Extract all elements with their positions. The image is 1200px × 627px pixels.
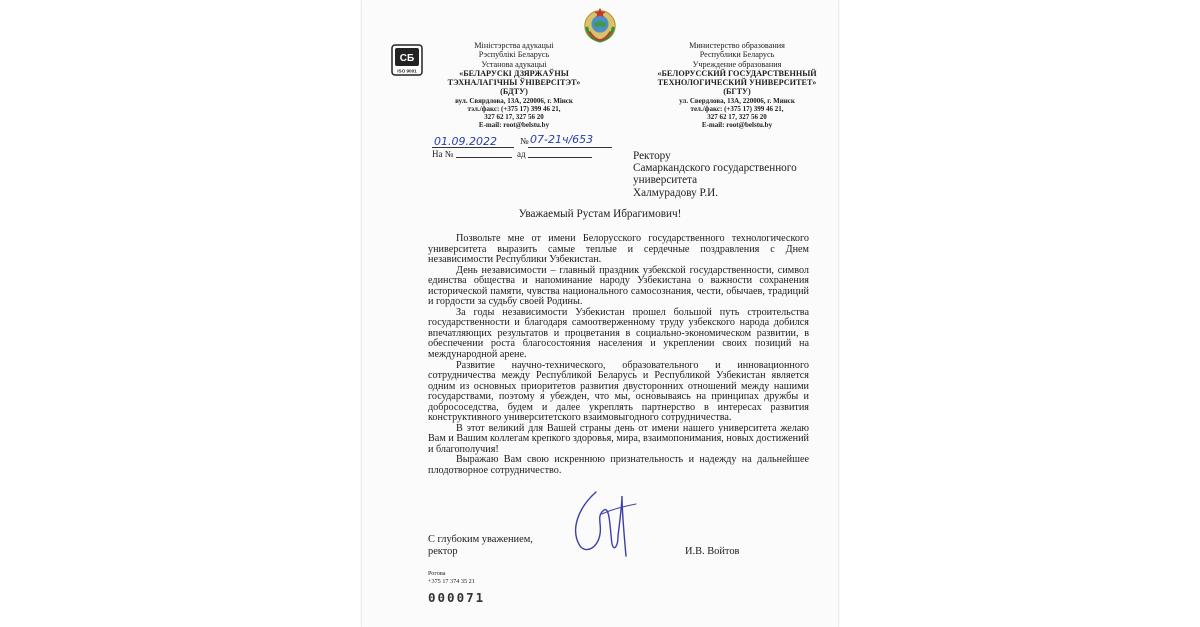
performer-phone: +375 17 374 35 21 <box>428 578 475 585</box>
address-line: ул. Свердлова, 13А, 220006, г. Минск <box>679 96 795 105</box>
body-paragraph: День независимости – главный праздник узбекской государственности, символ единства общества и напоминание народу Узбекистана о важности сохранения исторической памяти, чувства национального самосознания, чести, обычаев, традиций и гордости за судьбу своей Родины. <box>428 264 809 308</box>
svg-text:СБ: СБ <box>399 53 415 64</box>
addressee-line: университета <box>633 174 698 187</box>
number-underline <box>528 147 612 148</box>
reply-date-underline <box>528 157 592 158</box>
greeting: Уважаемый Рустам Ибрагимович! <box>518 208 682 220</box>
reply-to-label: На № <box>432 149 454 159</box>
republic-line: Республики Беларусь <box>699 50 775 60</box>
email-line: E-mail: root@belstu.by <box>701 121 773 130</box>
university-name-line: «БЕЛОРУССКИЙ ГОСУДАРСТВЕННЫЙ <box>657 68 817 78</box>
addressee <box>633 150 797 199</box>
header-russian <box>649 41 825 130</box>
body-paragraph: Развитие научно-технического, образовательного и инновационного сотрудничества между Республикой Беларусь и Республикой Узбекистан является одним из основных приоритетов развития двусторонних отношений между нашими государствами, поэтому я убежден, что мы, основываясь на принципах дружбы и добрососедства, будем и далее укреплять партнерство в интересах развития конструктивного университетского взаимовыгодного сотрудничества. <box>428 359 809 424</box>
phone-line: тел./факс: (+375 17) 399 46 21, <box>690 104 784 113</box>
institution-type-line: Учреждение образования <box>692 59 782 69</box>
letter-sheet <box>362 0 838 627</box>
phone-line: 327 62 17, 327 56 20 <box>707 113 767 122</box>
closing-line: С глубоким уважением, <box>428 534 533 545</box>
university-abbr: (БГТУ) <box>723 87 751 97</box>
closing <box>428 534 533 557</box>
registration-number: 07-21ч/653 <box>530 133 594 146</box>
ministry-line: Міністэрства адукацыі <box>474 41 554 50</box>
body-paragraph: Позвольте мне от имени Белорусского государственного технологического университета выразить самые теплые и сердечные поздравления с Днем независимости Республики Узбекистан. <box>428 233 809 266</box>
handwritten-signature <box>566 486 644 560</box>
university-name-line: ТЕХНОЛОГИЧЕСКИЙ УНИВЕРСИТЕТ» <box>657 78 817 88</box>
signer-title: ректор <box>428 545 458 557</box>
phone-line: 327 62 17, 327 56 20 <box>484 113 544 122</box>
address-line: вул. Свярдлова, 13А, 220006, г. Мінск <box>455 96 573 105</box>
republic-line: Рэспублікі Беларусь <box>478 50 550 60</box>
phone-line: тэл./факс: (+375 17) 399 46 21, <box>467 104 561 113</box>
addressee-line: Халмурадову Р.И. <box>633 186 719 199</box>
performer-name: Рогова <box>428 570 446 577</box>
ministry-line: Министерство образования <box>689 41 785 50</box>
number-label: № <box>520 136 529 146</box>
university-name-line: «БЕЛАРУСКІ ДЗЯРЖАЎНЫ <box>459 68 569 78</box>
university-abbr: (БДТУ) <box>500 87 528 97</box>
body-paragraph: За годы независимости Узбекистан прошел большой путь строительства государственности и благодаря самоотверженному труду узбекского народа добился впечатляющих результатов и процветания в социально-экономическом развитии, в обеспечении роста благосостояния населения и укреплении своих позиций на международной арене. <box>428 306 809 361</box>
letter-body <box>428 234 809 477</box>
letter-date: 01.09.2022 <box>434 135 497 148</box>
document-serial-number: 000071 <box>428 590 486 605</box>
university-name-line: ТЭХНАЛАГІЧНЫ ЎНІВЕРСІТЭТ» <box>447 78 581 88</box>
reply-number-underline <box>456 157 512 158</box>
iso-certification-logo <box>391 44 423 76</box>
body-paragraph: Выражаю Вам свою искреннюю признательность и надежду на дальнейшее плодотворное сотрудничество. <box>428 454 809 477</box>
email-line: E-mail: root@belstu.by <box>478 121 550 130</box>
svg-text:ISO 9001: ISO 9001 <box>397 68 417 74</box>
institution-type-line: Установа адукацыі <box>481 59 547 69</box>
addressee-line: Самаркандского государственного <box>633 162 797 175</box>
reply-date-label: ад <box>517 149 526 159</box>
body-paragraph: В этот великий для Вашей страны день от имени нашего университета желаю Вам и Вашим коллегам крепкого здоровья, мира, взаимопонимания, новых достижений и благополучия! <box>428 422 809 455</box>
performer-info <box>428 570 475 586</box>
header-belarusian <box>428 41 600 130</box>
date-underline <box>432 147 514 148</box>
signer-name: И.В. Войтов <box>685 546 740 557</box>
state-emblem-icon <box>581 6 619 44</box>
addressee-line: Ректору <box>633 150 671 162</box>
